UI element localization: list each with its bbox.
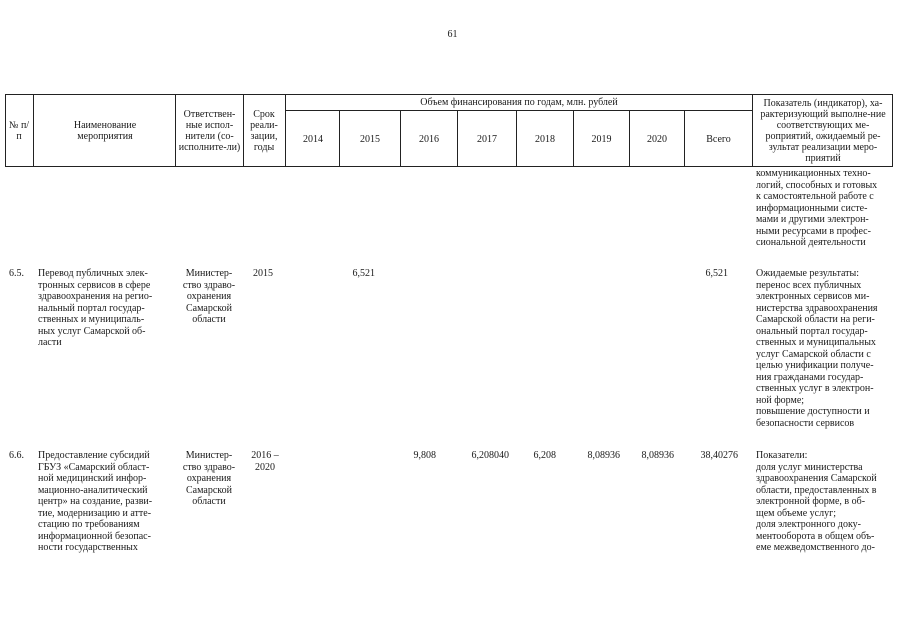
row-responsible — [178, 268, 240, 326]
text-line: коммуникационных техно- — [756, 168, 871, 179]
text-line: ными ресурсами в профес- — [756, 225, 871, 237]
text-line: информационной безопас- — [38, 530, 151, 542]
header-year-2018: 2018 — [535, 133, 555, 145]
value-2016: 9,808 — [413, 450, 436, 461]
text-line: ласти — [38, 337, 62, 348]
text-line: логий, способных и готовых — [756, 179, 878, 191]
text-line: сиональной деятельности — [756, 237, 866, 248]
header-indicator: Показатель (индикатор), ха-рактеризующий выполне-ние соответствующих ме-роприятий, ожидаемый ре-зультат реализации меро-приятий — [760, 97, 886, 164]
text-line: доля электронного доку- — [756, 519, 861, 530]
header-year-2020: 2020 — [647, 133, 667, 145]
text-line: охранения — [186, 473, 232, 484]
text-line: тие, модернизацию и атте- — [38, 507, 152, 519]
text-line: тронных сервисов в сфере — [38, 279, 151, 291]
value-2019: 8,08936 — [587, 450, 620, 461]
text-line: охранения — [186, 291, 232, 302]
text-line: Самарской — [186, 302, 232, 314]
text-line: Министер- — [185, 268, 233, 279]
text-line: ния гражданами государ- — [756, 371, 864, 383]
header-term: Срок реали-зации, годы — [250, 108, 278, 153]
col-border — [33, 94, 34, 167]
value-2018: 6,208 — [533, 450, 556, 461]
header-year-2019: 2019 — [591, 133, 612, 145]
text-line: электронной форме, в об- — [756, 496, 866, 507]
value-2015: 6,521 — [352, 268, 375, 279]
header-finance: Объем финансирования по годам, млн. рублей — [420, 96, 618, 108]
row-name — [38, 450, 172, 554]
row-term: 2015 — [253, 268, 273, 279]
text-line: ственных услуг в электрон- — [756, 383, 874, 394]
text-line: Министер- — [185, 450, 233, 461]
row-number: 6.5. — [9, 268, 24, 279]
header-name: Наименование мероприятия — [73, 119, 137, 142]
text-line: ГБУЗ «Самарский област- — [38, 461, 150, 473]
text-line: Перевод публичных элек- — [38, 268, 148, 279]
row-indicator — [756, 268, 892, 429]
text-line: ональный портал государ- — [756, 325, 868, 337]
value-2017: 6,208040 — [471, 450, 509, 461]
text-line: услуг Самарской области с — [756, 348, 871, 360]
header-year-2016: 2016 — [419, 133, 439, 145]
text-line: щем объеме услуг; — [756, 507, 836, 519]
text-line: информационными систе- — [756, 202, 868, 214]
value-total: 38,40276 — [700, 450, 738, 461]
text-line: 2016 – — [251, 450, 279, 461]
text-line: безопасности сервисов — [756, 417, 855, 429]
text-line: целью унификации получе- — [756, 360, 874, 371]
text-line: ментооборота в общем объ- — [756, 530, 875, 542]
text-line: ство здраво- — [182, 279, 236, 291]
text-line: повышение доступности и — [756, 406, 870, 417]
text-line: нистерства здравоохранения — [756, 302, 878, 314]
text-line: Самарской — [186, 484, 232, 496]
header-num: № п/п — [8, 119, 30, 142]
text-line: Самарской области на реги- — [756, 314, 875, 325]
col-border — [892, 94, 893, 167]
text-line: Ожидаемые результаты: — [756, 268, 860, 279]
text-line: мационно-аналитический — [38, 484, 148, 496]
row-indicator — [756, 450, 892, 554]
header-year-2015: 2015 — [360, 133, 380, 145]
value-total: 6,521 — [705, 268, 728, 279]
text-line: еме межведомственного до- — [756, 542, 875, 553]
text-line: ной форме; — [756, 394, 805, 406]
text-line: здравоохранения на регио- — [38, 291, 153, 302]
text-line: области — [192, 314, 226, 325]
text-line: Показатели: — [756, 450, 808, 461]
text-line: к самостоятельной работе с — [756, 191, 874, 202]
text-line: ных услуг Самарской об- — [38, 325, 146, 337]
row-responsible — [178, 450, 240, 508]
text-line: 2020 — [255, 461, 275, 473]
row-number: 6.6. — [9, 450, 24, 461]
table-header — [5, 94, 893, 167]
text-line: доля услуг министерства — [756, 461, 863, 473]
continuation-indicator — [756, 168, 892, 249]
text-line: перенос всех публичных — [756, 279, 862, 291]
header-year-2017: 2017 — [477, 133, 497, 145]
page-number: 61 — [447, 29, 458, 40]
header-responsible: Ответствен-ные испол-нители (со-исполните-ли) — [178, 108, 241, 153]
text-line: ности государственных — [38, 542, 138, 553]
text-line: электронных сервисов ми- — [756, 291, 870, 302]
text-line: Предоставление субсидий — [38, 450, 150, 461]
text-line: здравоохранения Самарской — [756, 473, 877, 484]
row-term — [244, 450, 286, 473]
text-line: ственных и муниципаль- — [38, 314, 145, 325]
col-border — [5, 94, 6, 167]
text-line: центр» на создание, разви- — [38, 496, 153, 507]
text-line: ство здраво- — [182, 461, 236, 473]
col-border — [285, 94, 286, 167]
value-2020: 8,08936 — [641, 450, 674, 461]
text-line: ной медицинский инфор- — [38, 473, 147, 484]
text-line: мами и другими электрон- — [756, 214, 869, 225]
header-year-2014: 2014 — [303, 133, 323, 145]
text-line: области — [192, 496, 226, 507]
text-line: стацию по требованиям — [38, 519, 140, 530]
col-border — [175, 94, 176, 167]
text-line: области, предоставленных в — [756, 484, 877, 496]
text-line: ственных и муниципальных — [756, 337, 876, 348]
col-border — [243, 94, 244, 167]
col-border — [752, 94, 753, 167]
row-name — [38, 268, 172, 349]
header-total: Всего — [706, 133, 731, 145]
text-line: нальный портал государ- — [38, 302, 145, 314]
